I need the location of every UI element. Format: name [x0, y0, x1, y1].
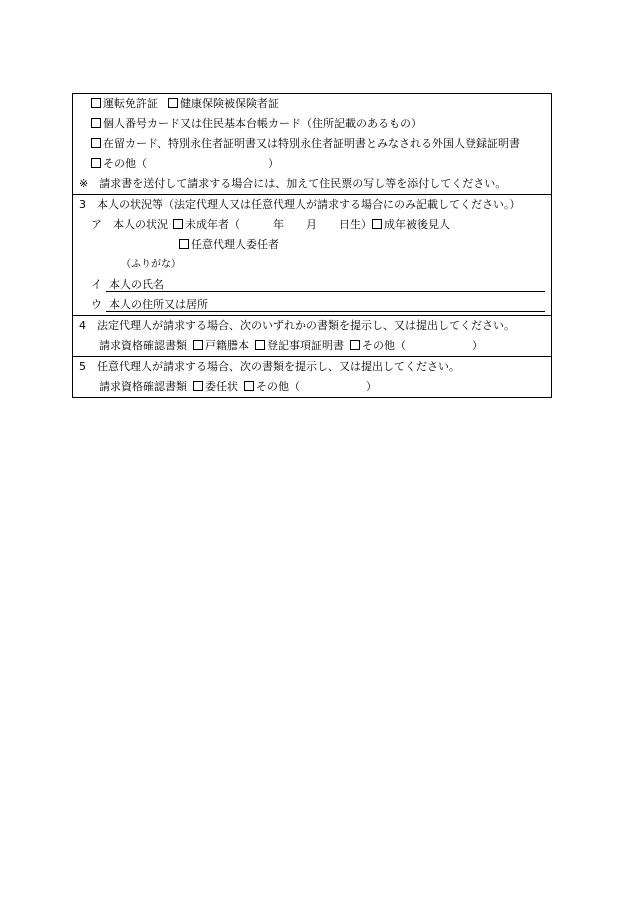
- section-5-heading: 5 任意代理人が請求する場合、次の書類を提示し、又は提出してください。: [79, 360, 460, 373]
- registry-certificate-checkbox[interactable]: [255, 340, 265, 350]
- id-doc-row-3: [79, 134, 545, 154]
- my-number-card-checkbox[interactable]: [91, 118, 101, 128]
- drivers-license-checkbox[interactable]: [91, 98, 101, 108]
- section-3-heading: 3 本人の状況等（法定代理人又は任意代理人が請求する場合にのみ記載してください。）: [79, 198, 521, 211]
- voluntary-agent-other-label: その他（ ）: [256, 380, 377, 393]
- identity-document-section: [73, 94, 551, 194]
- adult-ward-checkbox[interactable]: [372, 219, 382, 229]
- request-form-table: [72, 93, 552, 398]
- principal-name-field[interactable]: [106, 291, 545, 292]
- legal-rep-docs-label: 請求資格確認書類: [99, 339, 187, 352]
- health-insurance-label: 健康保険被保険者証: [180, 97, 279, 110]
- legal-representative-section: [73, 315, 551, 356]
- other-doc-checkbox[interactable]: [91, 158, 101, 168]
- principal-name-prefix: イ: [91, 278, 102, 291]
- voluntary-agent-other-checkbox[interactable]: [244, 381, 254, 391]
- minor-label: 未成年者（ 年 月 日生）: [185, 218, 372, 231]
- minor-checkbox[interactable]: [173, 219, 183, 229]
- registry-certificate-label: 登記事項証明書: [267, 339, 344, 352]
- legal-rep-other-label: その他（ ）: [362, 339, 483, 352]
- voluntary-agent-docs-label: 請求資格確認書類: [99, 380, 187, 393]
- principal-address-prefix: ウ: [91, 298, 102, 311]
- principal-address-row: [79, 295, 545, 315]
- principal-name-row: [79, 275, 545, 295]
- principal-address-label: 本人の住所又は居所: [109, 298, 208, 311]
- voluntary-principal-label: 任意代理人委任者: [191, 238, 279, 251]
- family-register-label: 戸籍謄本: [205, 339, 249, 352]
- id-doc-row-1: [79, 94, 545, 114]
- principal-status-section: [73, 194, 551, 315]
- id-doc-row-4: [79, 154, 545, 174]
- drivers-license-label: 運転免許証: [103, 97, 158, 110]
- principal-status-label: ア 本人の状況: [91, 218, 168, 231]
- section-4-heading: 4 法定代理人が請求する場合、次のいずれかの書類を提示し、又は提出してください。: [79, 319, 515, 332]
- furigana-label: （ふりがな）: [121, 259, 181, 270]
- adult-ward-label: 成年被後見人: [384, 218, 450, 231]
- legal-rep-other-checkbox[interactable]: [350, 340, 360, 350]
- id-doc-row-2: [79, 114, 545, 134]
- other-doc-label: その他（ ）: [103, 157, 279, 170]
- power-of-attorney-checkbox[interactable]: [193, 381, 203, 391]
- principal-status-row: [79, 215, 545, 235]
- family-register-checkbox[interactable]: [193, 340, 203, 350]
- my-number-card-label: 個人番号カード又は住民基本台帳カード（住所記載のあるもの）: [103, 117, 422, 130]
- principal-status-row-2: [79, 235, 545, 255]
- power-of-attorney-label: 委任状: [205, 380, 238, 393]
- voluntary-agent-documents-row: [79, 377, 545, 397]
- mail-request-note: ※ 請求書を送付して請求する場合には、加えて住民票の写し等を添付してください。: [79, 177, 507, 190]
- health-insurance-checkbox[interactable]: [168, 98, 178, 108]
- principal-name-label: 本人の氏名: [109, 278, 164, 291]
- legal-rep-documents-row: [79, 336, 545, 356]
- principal-address-field[interactable]: [106, 311, 545, 312]
- residence-card-label: 在留カード、特別永住者証明書又は特別永住者証明書とみなされる外国人登録証明書: [103, 137, 521, 150]
- voluntary-principal-checkbox[interactable]: [179, 239, 189, 249]
- residence-card-checkbox[interactable]: [91, 138, 101, 148]
- voluntary-agent-section: [73, 356, 551, 397]
